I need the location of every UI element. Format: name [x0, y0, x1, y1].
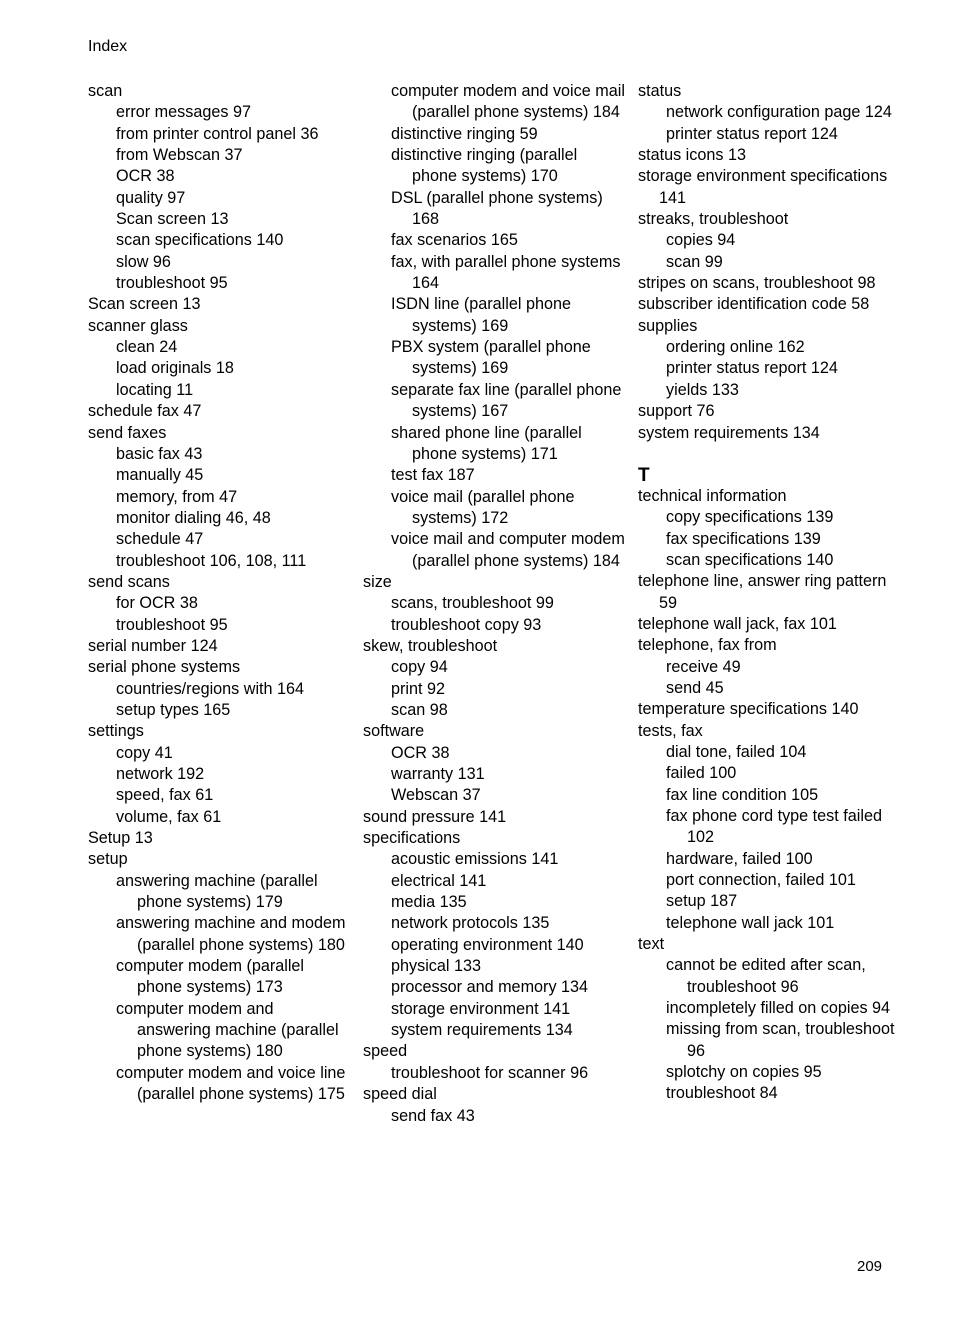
index-subentry: fax line condition 105 — [666, 785, 819, 804]
index-entry: setup — [88, 850, 128, 869]
index-entry: scan — [88, 82, 123, 100]
index-subentry: dial tone, failed 104 — [666, 742, 807, 761]
index-subentry: storage environment 141 — [391, 999, 571, 1018]
index-entry: subscriber identification code 58 — [638, 295, 870, 314]
index-subentry: yields 133 — [666, 380, 739, 399]
index-subentry: ISDN line (parallel phone systems) 169 — [391, 295, 571, 335]
index-subentry: troubleshoot 106, 108, 111 — [116, 551, 307, 570]
index-entry: size — [363, 572, 392, 591]
index-subentry: cannot be edited after scan, troubleshoot 96 — [666, 956, 866, 996]
index-subentry: basic fax 43 — [116, 444, 203, 463]
index-subentry: voice mail and computer modem (parallel phone systems) 184 — [391, 530, 625, 570]
index-entry: system requirements 134 — [638, 423, 820, 442]
index-subentry: monitor dialing 46, 48 — [116, 508, 271, 527]
index-subentry: troubleshoot for scanner 96 — [391, 1063, 589, 1082]
index-subentry: voice mail (parallel phone systems) 172 — [391, 487, 575, 527]
index-subentry: PBX system (parallel phone systems) 169 — [391, 338, 591, 378]
index-subentry: troubleshoot 84 — [666, 1084, 778, 1103]
index-column-3 — [638, 81, 900, 1105]
index-column-1 — [88, 81, 350, 1106]
index-subentry: system requirements 134 — [391, 1021, 573, 1040]
index-subentry: answering machine (parallel phone systems) 179 — [116, 871, 318, 912]
index-entry: Setup 13 — [88, 829, 153, 848]
index-subentry: print 92 — [391, 679, 445, 698]
index-entry: speed dial — [363, 1085, 437, 1104]
index-entry: skew, troubleshoot — [363, 636, 498, 655]
index-subentry: failed 100 — [666, 764, 737, 783]
running-header: Index — [88, 38, 128, 55]
index-subentry: load originals 18 — [116, 359, 234, 378]
index-subentry: OCR 38 — [116, 167, 175, 186]
index-subentry: warranty 131 — [391, 765, 485, 783]
index-subentry: fax specifications 139 — [666, 529, 821, 548]
index-subentry: network 192 — [116, 765, 205, 783]
index-subentry: receive 49 — [666, 657, 741, 676]
index-entry: storage environment specifications 141 — [638, 167, 888, 207]
index-entry: tests, fax — [638, 721, 703, 740]
index-subentry: setup types 165 — [116, 700, 231, 719]
index-entry: technical information — [638, 486, 787, 505]
index-subentry: distinctive ringing 59 — [391, 124, 538, 143]
index-subentry: clean 24 — [116, 338, 178, 357]
index-subentry: processor and memory 134 — [391, 978, 589, 997]
index-subentry: acoustic emissions 141 — [391, 850, 559, 869]
index-subentry: manually 45 — [116, 466, 204, 485]
index-subentry: distinctive ringing (parallel phone systems) 170 — [391, 146, 578, 186]
index-entry: send scans — [88, 572, 170, 591]
index-subentry: locating 11 — [116, 380, 194, 399]
index-subentry: send 45 — [666, 678, 724, 697]
index-entry: telephone wall jack, fax 101 — [638, 614, 837, 633]
index-subentry: telephone wall jack 101 — [666, 913, 835, 932]
index-subentry: speed, fax 61 — [116, 786, 214, 805]
index-entry: speed — [363, 1042, 408, 1061]
index-entry: serial phone systems — [88, 658, 241, 677]
index-entry: temperature specifications 140 — [638, 700, 859, 719]
index-subentry: fax phone cord type test failed 102 — [666, 807, 882, 847]
index-subentry: OCR 38 — [391, 743, 450, 762]
index-subentry: DSL (parallel phone systems) 168 — [391, 188, 603, 229]
index-entry: support 76 — [638, 402, 715, 421]
index-subentry: network protocols 135 — [391, 914, 550, 933]
index-subentry: from printer control panel 36 — [116, 124, 319, 143]
index-subentry: network configuration page 124 — [666, 103, 892, 122]
index-entry: telephone, fax from — [638, 636, 777, 655]
index-subentry: countries/regions with 164 — [116, 679, 305, 698]
index-subentry: hardware, failed 100 — [666, 849, 813, 868]
index-subentry: computer modem and voice line (parallel phone systems) 175 — [116, 1063, 346, 1104]
index-subentry: for OCR 38 — [116, 594, 198, 613]
index-entry: settings — [88, 722, 144, 741]
index-entry: Scan screen 13 — [88, 295, 201, 314]
index-letter-heading: T — [638, 464, 650, 486]
index-entry: text — [638, 935, 665, 954]
index-subentry: troubleshoot 95 — [116, 615, 228, 634]
index-subentry: Webscan 37 — [391, 786, 481, 805]
index-subentry: incompletely filled on copies 94 — [666, 999, 891, 1018]
index-subentry: setup 187 — [666, 892, 738, 911]
index-subentry: computer modem and voice mail (parallel phone systems) 184 — [391, 82, 625, 122]
index-entry: serial number 124 — [88, 636, 218, 655]
index-subentry: computer modem (parallel phone systems) 173 — [116, 957, 305, 997]
index-entry: supplies — [638, 316, 698, 335]
index-subentry: scan specifications 140 — [666, 550, 834, 569]
index-subentry: separate fax line (parallel phone systems) 167 — [391, 380, 622, 421]
index-subentry: physical 133 — [391, 957, 481, 976]
index-subentry: media 135 — [391, 893, 467, 912]
index-subentry: ordering online 162 — [666, 338, 805, 357]
index-subentry: scans, troubleshoot 99 — [391, 594, 554, 613]
index-subentry: quality 97 — [116, 188, 186, 207]
index-subentry: copy 41 — [116, 743, 173, 762]
index-subentry: volume, fax 61 — [116, 807, 222, 826]
index-subentry: shared phone line (parallel phone systems) 171 — [391, 423, 582, 463]
index-entry: status — [638, 82, 682, 100]
index-subentry: troubleshoot copy 93 — [391, 615, 542, 634]
index-entry: status icons 13 — [638, 146, 746, 165]
page-number: 209 — [857, 1258, 883, 1275]
index-subentry: fax scenarios 165 — [391, 231, 518, 250]
index-subentry: copies 94 — [666, 231, 736, 250]
index-subentry: missing from scan, troubleshoot 96 — [666, 1020, 895, 1060]
index-subentry: send fax 43 — [391, 1106, 475, 1125]
index-entry: streaks, troubleshoot — [638, 210, 789, 229]
index-subentry: printer status report 124 — [666, 124, 838, 143]
index-entry: schedule fax 47 — [88, 402, 202, 421]
index-entry: telephone line, answer ring pattern 59 — [638, 572, 887, 612]
index-subentry: copy 94 — [391, 658, 448, 677]
index-subentry: test fax 187 — [391, 466, 475, 485]
index-subentry: memory, from 47 — [116, 487, 238, 506]
index-subentry: from Webscan 37 — [116, 146, 243, 165]
index-subentry: port connection, failed 101 — [666, 871, 856, 890]
index-subentry: fax, with parallel phone systems 164 — [391, 252, 621, 293]
index-entry: stripes on scans, troubleshoot 98 — [638, 274, 876, 293]
index-subentry: electrical 141 — [391, 871, 487, 890]
index-entry: sound pressure 141 — [363, 807, 507, 826]
index-entry: specifications — [363, 829, 461, 848]
index-subentry: slow 96 — [116, 252, 171, 271]
index-column-2 — [363, 81, 625, 1127]
index-subentry: operating environment 140 — [391, 935, 584, 954]
index-subentry: scan specifications 140 — [116, 231, 284, 250]
index-subentry: scan 98 — [391, 700, 448, 719]
index-subentry: troubleshoot 95 — [116, 274, 228, 293]
index-subentry: copy specifications 139 — [666, 508, 834, 527]
index-subentry: schedule 47 — [116, 530, 204, 549]
index-subentry: Scan screen 13 — [116, 210, 229, 229]
index-subentry: splotchy on copies 95 — [666, 1063, 822, 1082]
index-entry: send faxes — [88, 423, 167, 442]
index-subentry: scan 99 — [666, 252, 723, 271]
index-subentry: answering machine and modem (parallel phone systems) 180 — [116, 914, 346, 954]
index-entry: scanner glass — [88, 316, 188, 335]
index-subentry: printer status report 124 — [666, 359, 838, 378]
index-subentry: computer modem and answering machine (parallel phone systems) 180 — [116, 999, 339, 1061]
index-entry: software — [363, 722, 425, 741]
index-subentry: error messages 97 — [116, 103, 251, 122]
